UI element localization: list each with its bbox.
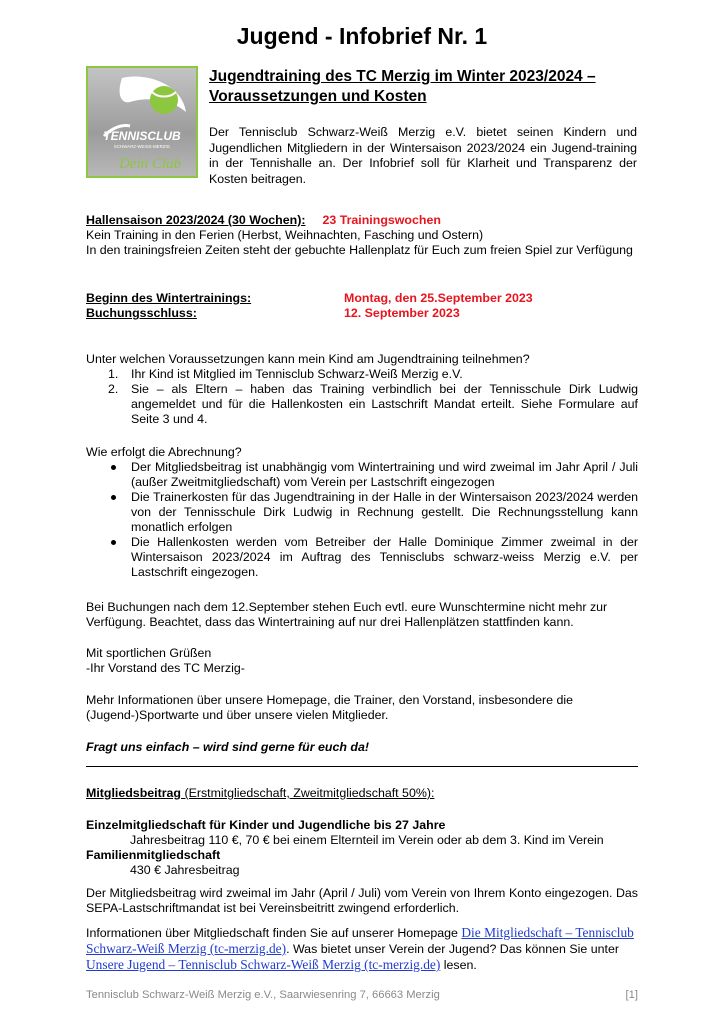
youth-link[interactable]: Unsere Jugend – Tennisclub Schwarz-Weiß Merzig (tc-merzig.de): [86, 957, 441, 972]
season-note-2: In den trainingsfreien Zeiten steht der gebuchte Hallenplatz für Euch zum freien Spiel zur Verfügung: [86, 243, 633, 257]
billing-question: Wie erfolgt die Abrechnung?: [86, 445, 242, 459]
divider: [86, 766, 638, 767]
membership-heading: Mitgliedsbeitrag: [86, 786, 182, 800]
requirements-question: Unter welchen Voraussetzungen kann mein Kind am Jugendtraining teilnehmen?: [86, 352, 530, 366]
season-note-1: Kein Training in den Ferien (Herbst, Weihnachten, Fasching und Ostern): [86, 228, 484, 242]
start-value: Montag, den 25.September 2023: [344, 291, 533, 305]
season-label: Hallensaison 2023/2024 (30 Wochen):: [86, 213, 306, 227]
billing-list: [86, 460, 638, 580]
list-item: 2. Sie – als Eltern – haben das Training verbindlich bei der Tennisschule Dirk Ludwig angemeldet und für die Hallenkosten ein Lastschrift Mandat erteilt. Siehe Formulare auf Seite 3 und 4.: [108, 382, 638, 426]
membership-info: Informationen über Mitgliedschaft finden Sie auf unserer Homepage Die Mitgliedschaft – Tennisclub Schwarz-Weiß Merzig (tc-merzig.de). Was bietet unser Verein der Jugend? Das können Sie unter Unsere Jugend – Tennisclub Schwarz-Weiß Merzig (tc-merzig.de) lesen.: [86, 925, 634, 972]
bullet-icon: [111, 540, 116, 545]
logo-club-sub: SCHWARZ-WEISS-MERZIG: [113, 144, 171, 149]
greeting-line-1: Mit sportlichen Grüßen: [86, 646, 212, 660]
season-value: 23 Trainingswochen: [322, 213, 441, 227]
club-logo: [86, 66, 198, 178]
deadline-label: Buchungsschluss:: [86, 306, 197, 320]
footer: [86, 988, 638, 1003]
bullet-icon: [111, 495, 116, 500]
membership-heading-note: (Erstmitgliedschaft, Zweitmitgliedschaft 50%):: [181, 786, 435, 800]
collection-note: Der Mitgliedsbeitrag wird zweimal im Jahr (April / Juli) vom Verein von Ihrem Konto eingezogen. Das SEPA-Lastschriftmandat ist bei Vereinsbeitritt zwingend erforderlich.: [86, 886, 638, 915]
start-label: Beginn des Wintertrainings:: [86, 291, 252, 305]
list-item: 1. Ihr Kind ist Mitglied im Tennisclub Schwarz-Weiß Merzig e.V.: [108, 367, 463, 381]
page-number: [1]: [625, 989, 638, 1001]
single-membership-fee: Jahresbeitrag 110 €, 70 € bei einem Elternteil im Verein oder ab dem 3. Kind im Verein: [130, 833, 604, 847]
booking-note: Bei Buchungen nach dem 12.September stehen Euch evtl. eure Wunschtermine nicht mehr zur Verfügung. Beachtet, dass das Wintertraining auf nur drei Hallenplätzen stattfinden kann.: [86, 600, 608, 629]
list-item: Die Trainerkosten für das Jugendtraining in der Halle in der Wintersaison 2023/2024 werden von der Tennisschule Dirk Ludwig in Rechnung gestellt. Die Rechnungsstellung kann monatlich erfolgen: [86, 490, 638, 535]
list-item: Die Hallenkosten werden vom Betreiber der Halle Dominique Zimmer zweimal in der Wintersaison 2023/2024 im Auftrag des Tennisclubs schwarz-weiss Merzig e.V. per Lastschrift eingezogen.: [86, 535, 638, 580]
intro-paragraph: Der Tennisclub Schwarz-Weiß Merzig e.V. bietet seinen Kindern und Jugendlichen Mitgliedern in der Wintersaison 2023/2024 ein Jugend-training in der Tennishalle an. Der Infobrief soll für Klarheit und Transparenz der Kosten beitragen.: [209, 125, 637, 186]
page-title: Jugend - Infobrief Nr. 1: [236, 23, 488, 49]
bullet-icon: [111, 465, 116, 470]
greeting-line-2: -Ihr Vorstand des TC Merzig-: [86, 661, 245, 675]
deadline-value: 12. September 2023: [344, 306, 460, 320]
season-row: [86, 213, 441, 228]
family-membership-fee: 430 € Jahresbeitrag: [130, 863, 240, 877]
membership-heading-row: [86, 786, 434, 801]
family-membership-title: Familienmitgliedschaft: [86, 848, 221, 862]
membership-link[interactable]: Die Mitgliedschaft – Tennisclub Schwarz-Weiß Merzig (tc-merzig.de): [86, 925, 634, 956]
headline: Jugendtraining des TC Merzig im Winter 2023/2024 – Voraussetzungen und Kosten: [209, 68, 596, 105]
logo-slogan: Dein Club: [118, 156, 182, 172]
footer-address: Tennisclub Schwarz-Weiß Merzig e.V., Saarwiesenring 7, 66663 Merzig: [86, 989, 440, 1001]
callout: Fragt uns einfach – wird sind gerne für euch da!: [86, 740, 369, 754]
requirements-list: [86, 367, 638, 427]
more-info: Mehr Informationen über unsere Homepage, die Trainer, den Vorstand, insbesondere die (Jugend-)Sportwarte und über unsere vielen Mitglieder.: [86, 693, 573, 722]
logo-club-name: TENNISCLUB: [103, 129, 181, 143]
single-membership-title: Einzelmitgliedschaft für Kinder und Jugendliche bis 27 Jahre: [86, 818, 446, 832]
list-item: Der Mitgliedsbeitrag ist unabhängig vom Wintertraining und wird zweimal im Jahr April / Juli (außer Zweitmitgliedschaft) vom Verein per Lastschrift eingezogen: [86, 460, 638, 490]
logo-graphic: [86, 66, 198, 178]
